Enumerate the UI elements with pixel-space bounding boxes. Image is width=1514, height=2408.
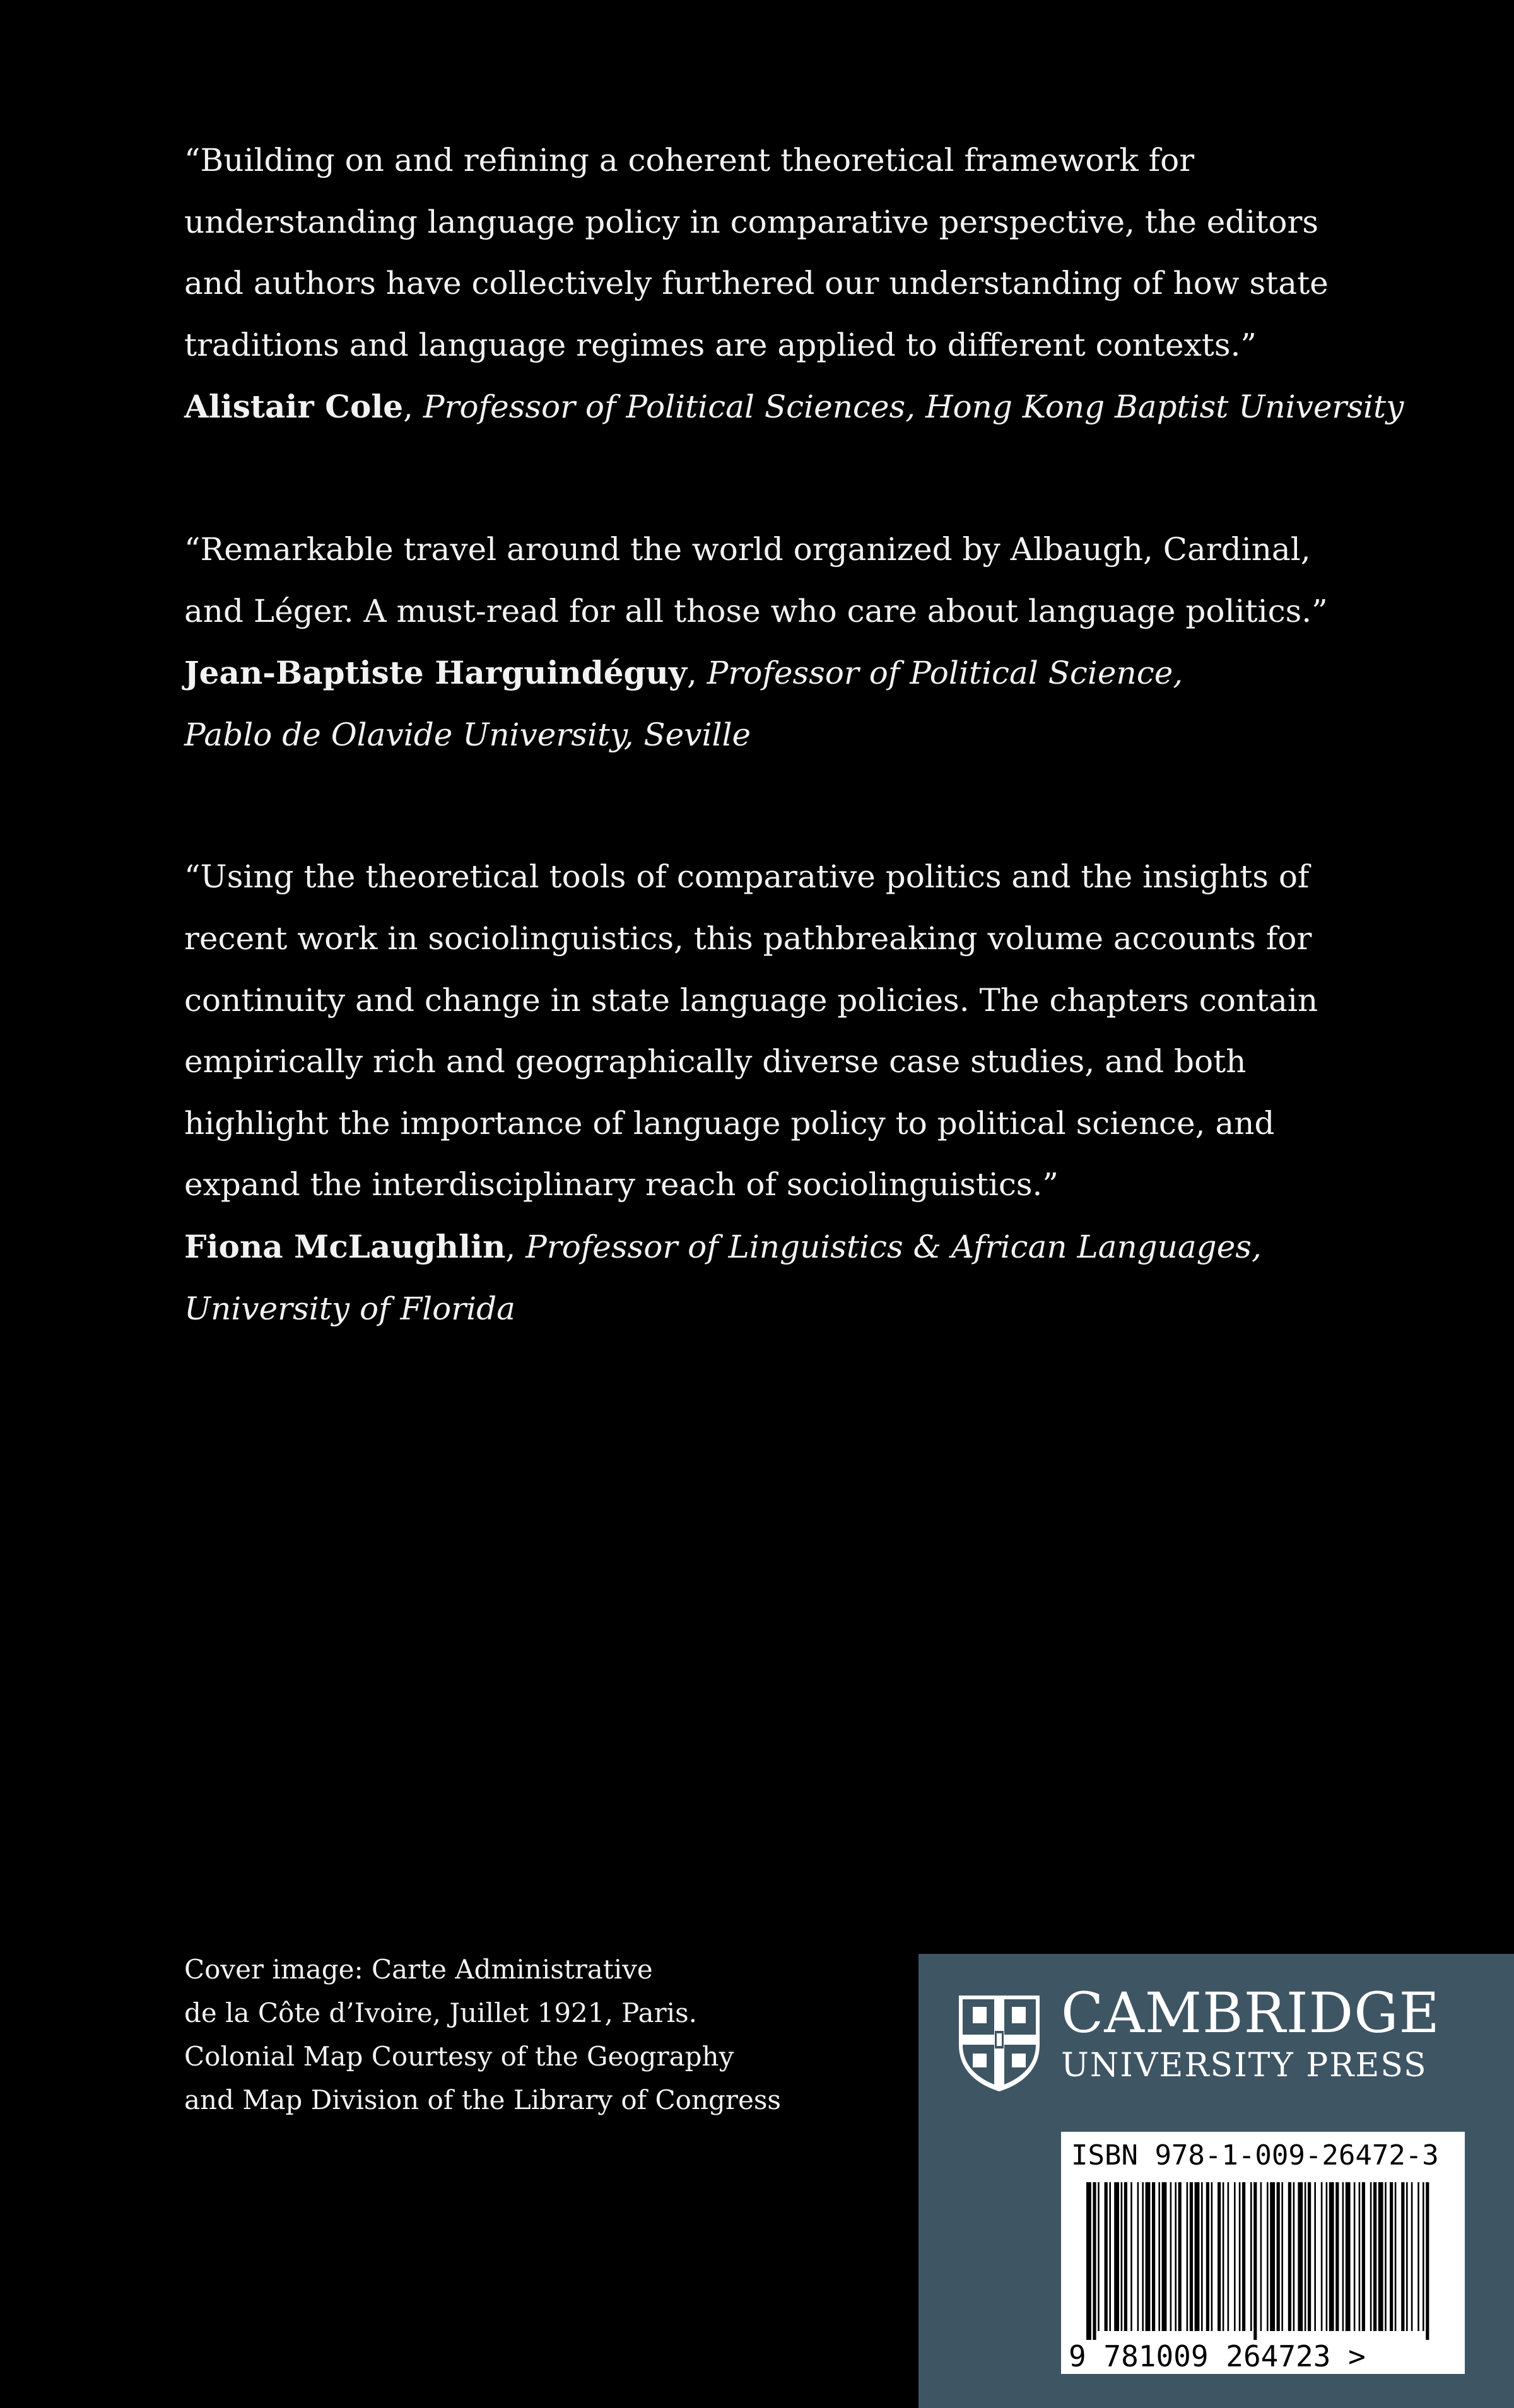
barcode-bar: [1359, 2182, 1361, 2331]
cambridge-crest-icon: [956, 1993, 1042, 2093]
barcode-bar: [1253, 2182, 1257, 2340]
isbn-barcode: [1061, 2132, 1465, 2374]
barcode-bar: [1370, 2182, 1372, 2331]
endorser-role: Professor of Linguistics & African Languages,: [525, 1228, 1262, 1265]
barcode-bar: [1114, 2182, 1119, 2331]
barcode-bar: [1098, 2182, 1100, 2331]
barcode-bar: [1390, 2182, 1393, 2331]
barcode-bar: [1242, 2182, 1245, 2331]
barcode-bar: [1206, 2182, 1209, 2331]
endorser-affiliation: Pablo de Olavide University, Seville: [184, 716, 751, 753]
barcode-bar: [1305, 2182, 1306, 2331]
isbn-label: ISBN 978-1-009-26472-3: [1071, 2139, 1439, 2171]
barcode-bar: [1326, 2182, 1328, 2331]
endorsement-2: [184, 519, 1421, 766]
barcode-bar: [1288, 2182, 1291, 2331]
barcode-bar: [1201, 2182, 1203, 2331]
barcode-bar: [1426, 2182, 1429, 2340]
endorsement-3: [184, 846, 1421, 1340]
endorsement-quote: “Building on and refining a coherent theoretical framework for understanding language policy in comparative perspective, the editors and authors have collectively furthered our understanding of how state traditions and language regimes are applied to different contexts.”: [184, 142, 1329, 363]
barcode-bar: [1152, 2182, 1155, 2331]
barcode-bar: [1267, 2182, 1269, 2331]
barcode-bar: [1277, 2182, 1280, 2331]
barcode-bar: [1093, 2182, 1096, 2340]
barcode-bar: [1124, 2182, 1127, 2331]
endorsement-1: [184, 130, 1421, 438]
barcode-bar: [1321, 2182, 1323, 2331]
barcode-icon: [1067, 2182, 1458, 2371]
barcode-bar: [1329, 2182, 1334, 2331]
attribution-separator: ,: [403, 389, 423, 426]
barcode-bar: [1086, 2182, 1091, 2340]
barcode-bar: [1234, 2182, 1236, 2331]
publisher-subname: UNIVERSITY PRESS: [1061, 2047, 1428, 2084]
barcode-bar: [1218, 2182, 1221, 2331]
attribution-separator: ,: [505, 1228, 526, 1265]
endorsement-attribution: [184, 376, 1421, 438]
barcode-bar: [1162, 2182, 1167, 2331]
barcode-bar: [1308, 2182, 1311, 2331]
barcode-bar: [1146, 2182, 1151, 2331]
barcode-bar: [1293, 2182, 1295, 2331]
barcode-bar: [1395, 2182, 1397, 2331]
cover-image-credit: Cover image: Carte Administrative de la Côte d’Ivoire, Juillet 1921, Paris. Colonial Map Courtesy of the Geography and Map Division of the Library of Congress: [184, 1954, 781, 2115]
endorsements: [184, 130, 1421, 1420]
barcode-bar: [1158, 2182, 1160, 2331]
barcode-digits: 9 781009 264723 >: [1069, 2339, 1366, 2371]
barcode-bar: [1195, 2182, 1200, 2331]
barcode-bar: [1130, 2182, 1132, 2331]
endorser-name: Jean-Baptiste Harguindéguy: [184, 654, 687, 692]
barcode-bar: [1378, 2182, 1383, 2331]
endorsement-quote: “Remarkable travel around the world organized by Albaugh, Cardinal, and Léger. A must-read for all those who care about language politics.”: [184, 530, 1328, 629]
barcode-bar: [1362, 2182, 1365, 2331]
barcode-bar: [1105, 2182, 1108, 2331]
barcode-bar: [1109, 2182, 1111, 2331]
barcode-bar: [1190, 2182, 1193, 2331]
barcode-bar: [1401, 2182, 1404, 2331]
barcode-bar: [1142, 2182, 1144, 2331]
barcode-bar: [1187, 2182, 1188, 2331]
publisher-panel: [918, 1954, 1514, 2408]
barcode-bar: [1211, 2182, 1213, 2331]
endorser-name: Fiona McLaughlin: [184, 1227, 506, 1265]
publisher-logo-text: [1061, 1980, 1503, 2085]
barcode-bar: [1260, 2182, 1262, 2331]
endorser-name: Alistair Cole: [184, 388, 404, 426]
barcode-bar: [1228, 2182, 1229, 2331]
endorser-role: Professor of Political Science,: [707, 655, 1183, 692]
barcode-bar: [1250, 2182, 1252, 2331]
endorser-role: Professor of Political Sciences, Hong Kong Baptist University: [423, 389, 1404, 426]
barcode-bar: [1423, 2182, 1424, 2331]
barcode-bar: [1354, 2182, 1356, 2331]
endorsement-quote: “Using the theoretical tools of comparative politics and the insights of recent work in sociolinguistics, this pathbreaking volume accounts for continuity and change in state language policies. The chapters contain empirically rich and geographically diverse case studies, and both highlight the importance of language policy to political science, and expand the interdisciplinary reach of sociolinguistics.”: [184, 858, 1318, 1203]
barcode-bar: [1411, 2182, 1413, 2331]
barcode-bar: [1223, 2182, 1224, 2331]
barcode-bar: [1385, 2182, 1387, 2331]
endorser-affiliation: University of Florida: [184, 1290, 515, 1327]
barcode-bar: [1373, 2182, 1376, 2331]
publisher-name: CAMBRIDGE: [1061, 1980, 1440, 2045]
endorsement-attribution: [184, 1216, 1421, 1340]
attribution-separator: ,: [686, 655, 707, 692]
barcode-bar: [1342, 2182, 1344, 2331]
barcode-bar: [1239, 2182, 1241, 2331]
endorsement-attribution: [184, 642, 1421, 766]
barcode-bar: [1346, 2182, 1351, 2331]
barcode-bar: [1281, 2182, 1283, 2331]
barcode-bar: [1335, 2182, 1339, 2331]
barcode-bar: [1417, 2182, 1419, 2331]
barcode-bar: [1314, 2182, 1316, 2331]
barcode-bar: [1175, 2182, 1177, 2331]
barcode-bar: [1406, 2182, 1408, 2331]
barcode-bar: [1137, 2182, 1139, 2331]
barcode-bar: [1170, 2182, 1172, 2331]
barcode-bar: [1270, 2182, 1275, 2331]
barcode-bar: [1178, 2182, 1182, 2331]
barcode-bar: [1121, 2182, 1123, 2331]
barcode-bar: [1298, 2182, 1303, 2331]
